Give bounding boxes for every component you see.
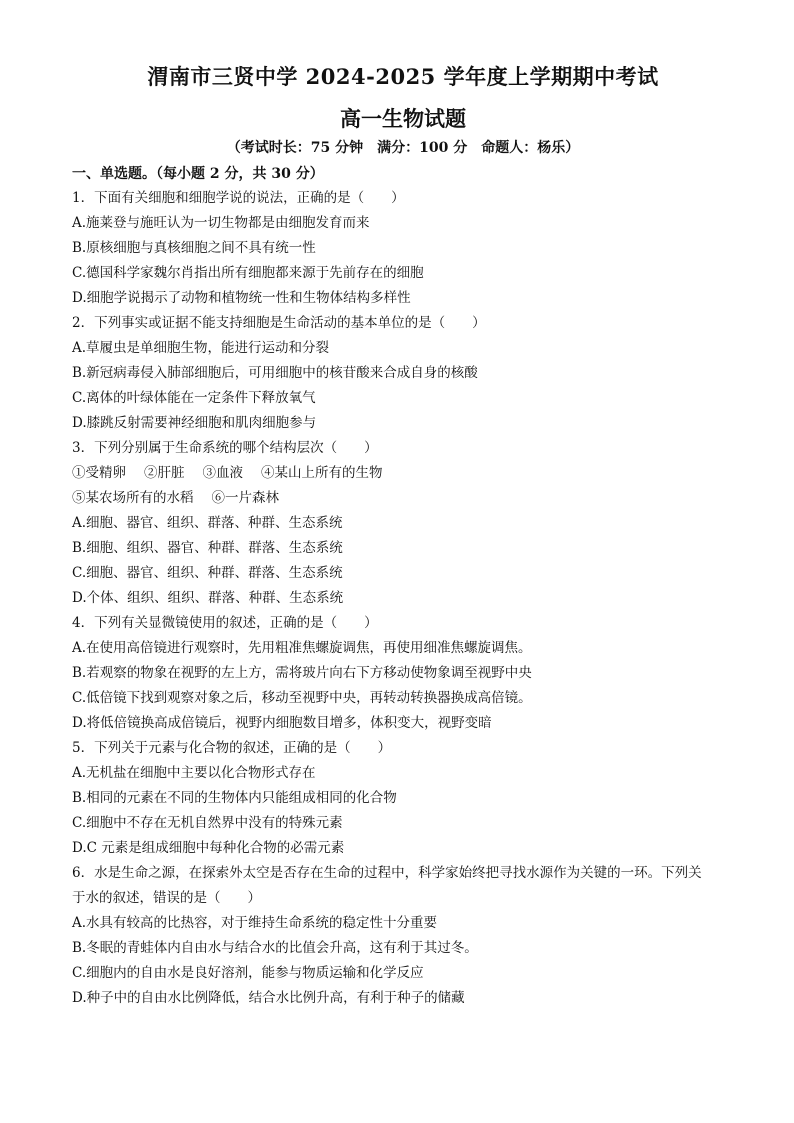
option-d: D.细胞学说揭示了动物和植物统一性和生物体结构多样性: [72, 290, 411, 306]
item: ④某山上所有的生物: [261, 465, 383, 481]
option-d: D.个体、组织、组织、群落、种群、生态系统: [72, 590, 344, 606]
option-a: A.无机盐在细胞中主要以化合物形式存在: [72, 765, 316, 781]
item: ①受精卵: [72, 465, 126, 481]
option-c: C.细胞、器官、组织、种群、群落、生态系统: [72, 565, 343, 581]
question-3: [72, 436, 734, 611]
exam-meta: （考试时长：75 分钟 满分：100 分 命题人：杨乐）: [226, 140, 580, 156]
item: ②肝脏: [144, 465, 185, 481]
question-stem: 4．下列有关显微镜使用的叙述，正确的是（ ）: [72, 615, 378, 631]
option-d: D.膝跳反射需要神经细胞和肌肉细胞参与: [72, 415, 317, 431]
option-c: C.低倍镜下找到观察对象之后，移动至视野中央，再转动转换器换成高倍镜。: [72, 690, 532, 706]
option-a: A.细胞、器官、组织、群落、种群、生态系统: [72, 515, 343, 531]
option-d: D.将低倍镜换高成倍镜后，视野内细胞数目增多，体积变大，视野变暗: [72, 715, 492, 731]
option-b: B.细胞、组织、器官、种群、群落、生态系统: [72, 540, 343, 556]
option-d: D.C 元素是组成细胞中每种化合物的必需元素: [72, 840, 345, 856]
item: ⑤某农场所有的水稻: [72, 490, 194, 506]
section-heading: 一、单选题。（每小题 2 分，共 30 分）: [72, 166, 324, 182]
option-b: B.冬眠的青蛙体内自由水与结合水的比值会升高，这有利于其过冬。: [72, 940, 478, 956]
question-5: [72, 736, 734, 861]
question-1: [72, 186, 734, 311]
option-c: C.细胞中不存在无机自然界中没有的特殊元素: [72, 815, 343, 831]
option-a: A.在使用高倍镜进行观察时，先用粗准焦螺旋调焦，再使用细准焦螺旋调焦。: [72, 640, 532, 656]
option-d: D.种子中的自由水比例降低，结合水比例升高，有利于种子的储藏: [72, 990, 465, 1006]
option-a: A.水具有较高的比热容，对于维持生命系统的稳定性十分重要: [72, 915, 438, 931]
question-4: [72, 611, 734, 736]
option-b: B.若观察的物象在视野的左上方，需将玻片向右下方移动使物象调至视野中央: [72, 665, 532, 681]
item-row-2: [72, 486, 734, 511]
option-b: B.新冠病毒侵入肺部细胞后，可用细胞中的核苷酸来合成自身的核酸: [72, 365, 478, 381]
question-stem: 3．下列分别属于生命系统的哪个结构层次（ ）: [72, 440, 378, 456]
option-b: B.原核细胞与真核细胞之间不具有统一性: [72, 240, 316, 256]
question-stem: 5．下列关于元素与化合物的叙述，正确的是（ ）: [72, 740, 392, 756]
exam-title: 渭南市三贤中学 2024-2025 学年度上学期期中考试: [147, 64, 659, 89]
question-stem: 2．下列事实或证据不能支持细胞是生命活动的基本单位的是（ ）: [72, 315, 486, 331]
item: ⑥一片森林: [211, 490, 279, 506]
option-b: B.相同的元素在不同的生物体内只能组成相同的化合物: [72, 790, 397, 806]
option-a: A.草履虫是单细胞生物，能进行运动和分裂: [72, 340, 330, 356]
question-6: [72, 861, 734, 1011]
question-stem-line-2: 于水的叙述，错误的是（ ）: [72, 890, 261, 906]
option-c: C.德国科学家魏尔肖指出所有细胞都来源于先前存在的细胞: [72, 265, 424, 281]
option-c: C.离体的叶绿体能在一定条件下释放氧气: [72, 390, 316, 406]
question-stem-line-1: 6．水是生命之源，在探索外太空是否存在生命的过程中，科学家始终把寻找水源作为关键的一环。下列关: [72, 865, 702, 881]
option-c: C.细胞内的自由水是良好溶剂，能参与物质运输和化学反应: [72, 965, 424, 981]
exam-subtitle: 高一生物试题: [340, 106, 466, 131]
item-row-1: [72, 461, 734, 486]
question-2: [72, 311, 734, 436]
item: ③血液: [202, 465, 243, 481]
question-stem: 1．下面有关细胞和细胞学说的说法，正确的是（ ）: [72, 190, 405, 206]
option-a: A.施莱登与施旺认为一切生物都是由细胞发育而来: [72, 215, 370, 231]
